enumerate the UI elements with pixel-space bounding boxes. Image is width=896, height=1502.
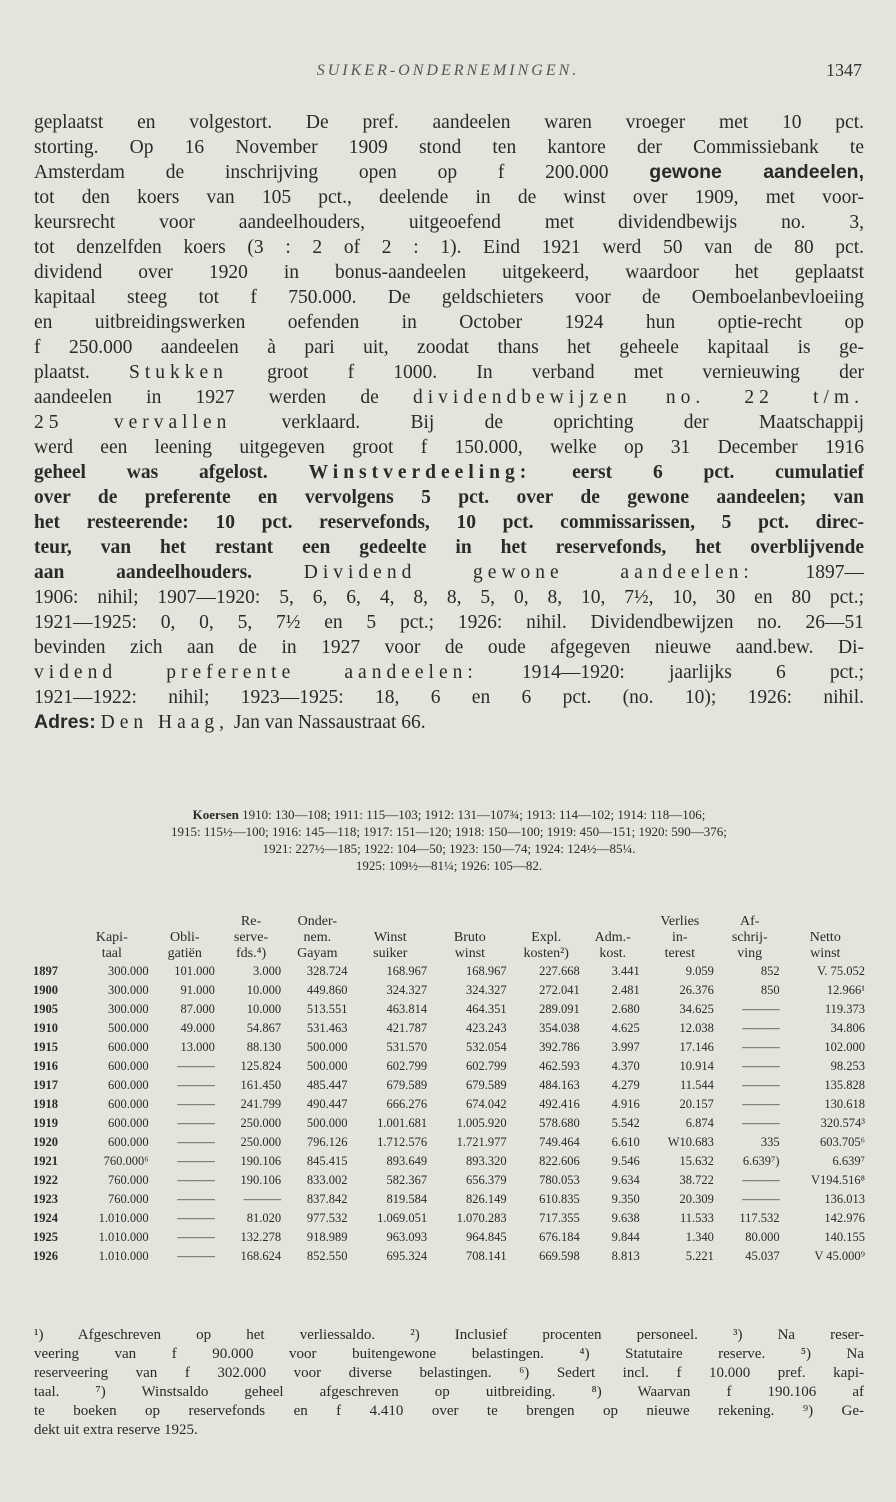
table-cell: 354.038: [539, 1021, 580, 1035]
table-cell: ———: [177, 1192, 215, 1206]
year-cell: 1910: [33, 1021, 58, 1035]
table-cell: 485.447: [306, 1078, 348, 1092]
address-street: Jan van Nassaustraat 66.: [233, 712, 426, 733]
table-cell: 130.618: [824, 1097, 865, 1111]
table-cell: 272.041: [539, 983, 580, 997]
table-cell: 20.157: [679, 1097, 714, 1111]
text-line: tot den koers van 105 pct., deelende in de winst over 1909, met voor-: [34, 187, 864, 208]
text-line: 1906: nihil; 1907—1920: 5, 6, 6, 4, 8, 8, 5, 0, 8, 10, 7½, 10, 30 en 80 pct.;: [34, 587, 864, 608]
table-cell: W10.683: [667, 1135, 714, 1149]
table-cell: 190.106: [240, 1173, 282, 1187]
table-cell: 600.000: [107, 1116, 149, 1130]
year-cell: 1920: [33, 1135, 58, 1149]
table-cell: 119.373: [824, 1002, 865, 1016]
table-cell: 964.845: [466, 1230, 507, 1244]
table-cell: 852: [760, 964, 780, 978]
table-cell: 1.070.283: [456, 1211, 507, 1225]
table-cell: ———: [177, 1173, 215, 1187]
column-header: Re- serve- fds.⁴): [233, 914, 269, 961]
table-cell: 15.632: [679, 1154, 714, 1168]
table-cell: 102.000: [824, 1040, 865, 1054]
year-cell: 1917: [33, 1078, 58, 1092]
table-row: [30, 1095, 868, 1114]
table-cell: 532.054: [466, 1040, 507, 1054]
table-cell: 142.976: [824, 1211, 865, 1225]
table-row: [30, 1190, 868, 1209]
column-header: Af- schrij- ving: [731, 914, 768, 961]
table-cell: 1.010.000: [98, 1249, 149, 1263]
table-cell: 9.634: [611, 1173, 640, 1187]
text-line: f 250.000 aandeelen à pari uit, zoodat thans het geheele kapitaal is ge-: [34, 337, 864, 358]
table-cell: 6.639⁷): [742, 1154, 780, 1168]
table-cell: 91.000: [180, 983, 215, 997]
table-cell: ———: [742, 1116, 780, 1130]
table-cell: 49.000: [180, 1021, 215, 1035]
table-cell: 4.625: [611, 1021, 640, 1035]
table-cell: ———: [742, 1192, 780, 1206]
table-cell: 602.799: [466, 1059, 507, 1073]
table-cell: 392.786: [539, 1040, 580, 1054]
table-cell: 602.799: [386, 1059, 428, 1073]
year-cell: 1900: [33, 983, 58, 997]
table-cell: 11.533: [680, 1211, 714, 1225]
table-body: [30, 962, 868, 1266]
table-cell: 3.997: [611, 1040, 640, 1054]
table-cell: 135.828: [824, 1078, 865, 1092]
spaced-term: Winstverdeeling:: [308, 462, 532, 483]
table-cell: 676.184: [539, 1230, 580, 1244]
table-cell: ———: [177, 1154, 215, 1168]
table-row: [30, 1133, 868, 1152]
table-cell: 656.379: [466, 1173, 507, 1187]
column-header: [30, 914, 72, 962]
table-cell: 679.589: [386, 1078, 428, 1092]
text-line: bevinden zich aan de in 1927 voor de oude afgegeven nieuwe aand.bew. Di-: [34, 637, 864, 658]
table-cell: ———: [177, 1230, 215, 1244]
table-cell: 600.000: [107, 1040, 149, 1054]
column-header: Netto winst: [809, 930, 841, 961]
table-cell: 335: [760, 1135, 780, 1149]
table-cell: 324.327: [466, 983, 507, 997]
table-row: [30, 1171, 868, 1190]
table-cell: 117.532: [739, 1211, 780, 1225]
spaced-term: vervallen: [113, 412, 232, 433]
quotes-line: Koersen 1910: 130—108; 1911: 115—103; 1912: 131—107¾; 1913: 114—102; 1914: 118—106;: [192, 807, 706, 822]
table-cell: 8.813: [611, 1249, 640, 1263]
table-cell: 462.593: [539, 1059, 580, 1073]
text-line: geheel was afgelost. Winstverdeeling: eerst 6 pct. cumulatief: [34, 462, 864, 483]
table-cell: 500.000: [306, 1116, 348, 1130]
table-cell: 11.544: [680, 1078, 714, 1092]
text-line: geplaatst en volgestort. De pref. aandeelen waren vroeger met 10 pct.: [34, 112, 864, 133]
table-cell: 819.584: [386, 1192, 428, 1206]
year-cell: 1923: [33, 1192, 58, 1206]
table-cell: 600.000: [107, 1097, 149, 1111]
table-cell: 9.350: [611, 1192, 640, 1206]
price-quotes: [34, 806, 864, 874]
text-line: tot denzelfden koers (3 : 2 of 2 : 1). Eind 1921 werd 50 van de 80 pct.: [34, 237, 864, 258]
table-cell: 34.806: [830, 1021, 865, 1035]
table-cell: 9.546: [611, 1154, 640, 1168]
table-cell: 80.000: [745, 1230, 780, 1244]
table-cell: ———: [742, 1040, 780, 1054]
text-line: kapitaal steeg tot f 750.000. De geldschieters voor de Oemboelanbevloeiing: [34, 287, 864, 308]
table-cell: 717.355: [539, 1211, 580, 1225]
table-cell: 3.441: [611, 964, 640, 978]
table-cell: 600.000: [107, 1078, 149, 1092]
table-cell: 6.874: [685, 1116, 714, 1130]
table-cell: 168.624: [240, 1249, 282, 1263]
table-cell: 10.000: [246, 983, 282, 997]
table-cell: 4.916: [611, 1097, 640, 1111]
table-row: [30, 1000, 868, 1019]
address-line: [34, 710, 864, 735]
table-cell: 98.253: [830, 1059, 865, 1073]
text-line: teur, van het restant een gedeelte in het reservefonds, het overblijvende: [34, 537, 864, 558]
table-cell: 852.550: [306, 1249, 348, 1263]
table-cell: 492.416: [539, 1097, 580, 1111]
table-cell: 300.000: [107, 983, 149, 997]
year-cell: 1916: [33, 1059, 58, 1073]
table-cell: ———: [177, 1078, 215, 1092]
table-cell: 241.799: [240, 1097, 282, 1111]
table-cell: ———: [177, 1116, 215, 1130]
table-cell: 666.276: [386, 1097, 428, 1111]
spaced-term: vidend preferente aandeelen:: [34, 662, 478, 683]
quotes-line: 1915: 115½—100; 1916: 145—118; 1917: 151—120; 1918: 150—100; 1919: 450—151; 1920: 590—376;: [171, 824, 727, 839]
table-cell: 760.000: [107, 1173, 149, 1187]
text-line: werd een leening uitgegeven groot f 150.000, welke op 31 December 1916: [34, 437, 864, 458]
table-cell: ———: [177, 1059, 215, 1073]
table-cell: 490.447: [306, 1097, 348, 1111]
text-line: keursrecht voor aandeelhouders, uitgeoefend met dividendbewijs no. 3,: [34, 212, 864, 233]
footnote-line: reserveering van f 302.000 voor diverse belastingen. ⁶) Sedert incl. f 10.000 pref. kapi-: [34, 1365, 864, 1381]
year-cell: 1924: [33, 1211, 58, 1225]
table-cell: 464.351: [466, 1002, 507, 1016]
table-cell: ———: [742, 1078, 780, 1092]
table-cell: 9.059: [685, 964, 714, 978]
table-cell: 1.712.576: [377, 1135, 428, 1149]
table-cell: 463.814: [386, 1002, 428, 1016]
table-cell: 10.914: [679, 1059, 714, 1073]
text-line: 25 vervallen verklaard. Bij de oprichting der Maatschappij: [34, 412, 864, 433]
year-cell: 1919: [33, 1116, 58, 1130]
table-cell: 963.093: [386, 1230, 428, 1244]
table-cell: 289.091: [539, 1002, 580, 1016]
column-header: Winst suiker: [373, 930, 408, 961]
table-cell: 6.610: [611, 1135, 640, 1149]
table-cell: 34.625: [679, 1002, 714, 1016]
column-header: Expl. kosten²): [523, 930, 569, 961]
text-line: plaatst. Stukken groot f 1000. In verband met vernieuwing der: [34, 362, 864, 383]
table-cell: ———: [742, 1002, 780, 1016]
table-cell: ———: [742, 1097, 780, 1111]
page-number: 1347: [826, 60, 862, 80]
year-cell: 1915: [33, 1040, 58, 1054]
table-cell: 760.000: [107, 1192, 149, 1206]
table-cell: V 45.000⁹: [814, 1249, 865, 1263]
table-cell: 760.000⁶: [103, 1154, 149, 1168]
table-cell: 161.450: [240, 1078, 282, 1092]
table-cell: 1.721.977: [456, 1135, 507, 1149]
table-header-row: [30, 914, 868, 962]
text-line: storting. Op 16 November 1909 stond ten kantore der Commissiebank te: [34, 137, 864, 158]
table-cell: 101.000: [174, 964, 215, 978]
table-cell: 250.000: [240, 1116, 282, 1130]
address-label: Adres:: [34, 711, 96, 733]
table-cell: 190.106: [240, 1154, 282, 1168]
table-cell: 168.967: [386, 964, 428, 978]
table-cell: 250.000: [240, 1135, 282, 1149]
table-cell: 10.000: [246, 1002, 282, 1016]
table-cell: 1.069.051: [377, 1211, 428, 1225]
spaced-term: Stukken: [129, 362, 228, 383]
table-cell: 484.163: [539, 1078, 580, 1092]
table-cell: 893.649: [386, 1154, 428, 1168]
year-cell: 1897: [33, 964, 58, 978]
table-cell: ———: [742, 1059, 780, 1073]
table-cell: 679.589: [466, 1078, 507, 1092]
table-cell: 531.570: [386, 1040, 428, 1054]
table-cell: ———: [177, 1249, 215, 1263]
table-row: [30, 1019, 868, 1038]
text-line: dividend over 1920 in bonus-aandeelen uitgekeerd, waardoor het geplaatst: [34, 262, 864, 283]
column-header: Adm.- kost.: [594, 930, 631, 961]
table-cell: 423.243: [466, 1021, 507, 1035]
year-cell: 1926: [33, 1249, 58, 1263]
footnotes: [34, 1326, 864, 1440]
table-cell: 5.221: [685, 1249, 714, 1263]
table-cell: 136.013: [824, 1192, 865, 1206]
table-cell: 87.000: [180, 1002, 215, 1016]
year-cell: 1918: [33, 1097, 58, 1111]
table-cell: 845.415: [306, 1154, 348, 1168]
table-cell: 780.053: [539, 1173, 580, 1187]
table-cell: V. 75.052: [816, 964, 865, 978]
table-cell: 2.680: [611, 1002, 640, 1016]
table-cell: 20.309: [679, 1192, 714, 1206]
table-cell: 125.824: [240, 1059, 282, 1073]
table-row: [30, 1038, 868, 1057]
footnote-line: dekt uit extra reserve 1925.: [34, 1422, 198, 1438]
table-cell: 88.130: [246, 1040, 282, 1054]
table-cell: 500.000: [107, 1021, 149, 1035]
table-cell: 1.340: [685, 1230, 714, 1244]
table-cell: V194.516⁸: [810, 1173, 865, 1187]
table-cell: 12.038: [679, 1021, 714, 1035]
column-header: Kapi- taal: [95, 930, 128, 961]
table-cell: 582.367: [386, 1173, 428, 1187]
year-cell: 1921: [33, 1154, 58, 1168]
table-cell: 669.598: [539, 1249, 580, 1263]
table-cell: 796.126: [306, 1135, 348, 1149]
table-row: [30, 1228, 868, 1247]
quotes-line: 1921: 227½—185; 1922: 104—50; 1923: 150—74; 1924: 124½—85¼.: [262, 841, 636, 856]
table-row: [30, 1114, 868, 1133]
text-line: 1921—1922: nihil; 1923—1925: 18, 6 en 6 pct. (no. 10); 1926: nihil.: [34, 687, 864, 708]
table-row: [30, 1076, 868, 1095]
table-cell: 132.278: [240, 1230, 282, 1244]
text-line: aan aandeelhouders. Dividend gewone aandeelen: 1897—: [34, 562, 864, 583]
text-line: 1921—1925: 0, 0, 5, 7½ en 5 pct.; 1926: nihil. Dividendbewijzen no. 26—51: [34, 612, 864, 633]
text-line: en uitbreidingswerken oefenden in October 1924 hun optie-recht op: [34, 312, 864, 333]
table-cell: 3.000: [253, 964, 282, 978]
body-text: [34, 110, 864, 735]
table-cell: 600.000: [107, 1135, 149, 1149]
table-cell: 17.146: [679, 1040, 714, 1054]
table-cell: 38.722: [679, 1173, 714, 1187]
table-cell: 300.000: [107, 1002, 149, 1016]
spaced-term: dividendbewijzen: [412, 387, 632, 408]
column-header: Verlies in- terest: [660, 914, 700, 961]
table-cell: 5.542: [611, 1116, 640, 1130]
financial-table: [30, 914, 868, 1266]
text-line: Amsterdam de inschrijving open op f 200.000 gewone aandeelen,: [34, 161, 864, 183]
column-header: Bruto winst: [453, 930, 486, 961]
table-cell: 4.370: [611, 1059, 640, 1073]
table-cell: 1.005.920: [456, 1116, 507, 1130]
table-cell: 421.787: [386, 1021, 428, 1035]
table-row: [30, 1152, 868, 1171]
table-cell: 12.966¹: [826, 983, 865, 997]
table-cell: 826.149: [466, 1192, 507, 1206]
footnote-line: ¹) Afgeschreven op het verliessaldo. ²) Inclusief procenten personeel. ³) Na reser-: [34, 1327, 864, 1343]
column-header: Obli- gatiën: [167, 930, 202, 961]
year-cell: 1905: [33, 1002, 58, 1016]
table-cell: 695.324: [386, 1249, 428, 1263]
text-line: over de preferente en vervolgens 5 pct. over de gewone aandeelen; van: [34, 487, 864, 508]
table-cell: ———: [177, 1135, 215, 1149]
address-city: Den Haag,: [100, 712, 230, 733]
table-cell: 1.010.000: [98, 1230, 149, 1244]
table-cell: 610.835: [539, 1192, 580, 1206]
table-cell: 168.967: [466, 964, 507, 978]
text-line: vidend preferente aandeelen: 1914—1920: jaarlijks 6 pct.;: [34, 662, 864, 683]
footnote-line: veering van f 90.000 voor buitengewone belastingen. ⁴) Statutaire reserve. ⁵) Na: [34, 1346, 864, 1362]
quotes-label: Koersen: [192, 807, 239, 822]
table-cell: 26.376: [679, 983, 714, 997]
table-cell: 531.463: [306, 1021, 348, 1035]
table-cell: 4.279: [611, 1078, 640, 1092]
quotes-line: 1925: 109½—81¼; 1926: 105—82.: [355, 858, 543, 873]
table-row: [30, 962, 868, 981]
table-cell: 2.481: [611, 983, 640, 997]
table-cell: 500.000: [306, 1040, 348, 1054]
table-cell: 449.860: [306, 983, 348, 997]
table-cell: 893.320: [466, 1154, 507, 1168]
table-cell: 600.000: [107, 1059, 149, 1073]
table-cell: 837.842: [306, 1192, 348, 1206]
table-row: [30, 1209, 868, 1228]
table-row: [30, 981, 868, 1000]
footnote-line: taal. ⁷) Winstsaldo geheel afgeschreven op uitbreiding. ⁸) Waarvan f 190.106 af: [34, 1384, 864, 1400]
text-line: het resteerende: 10 pct. reservefonds, 10 pct. commissarissen, 5 pct. direc-: [34, 512, 864, 533]
table-cell: 822.606: [539, 1154, 580, 1168]
table-cell: ———: [742, 1173, 780, 1187]
table-cell: 6.639⁷: [832, 1154, 865, 1168]
year-cell: 1922: [33, 1173, 58, 1187]
table-cell: 977.532: [306, 1211, 348, 1225]
table-cell: 918.989: [306, 1230, 348, 1244]
table-cell: 9.638: [611, 1211, 640, 1225]
table-cell: ———: [177, 1211, 215, 1225]
year-cell: 1925: [33, 1230, 58, 1244]
table-cell: 328.724: [306, 964, 348, 978]
table-cell: 9.844: [611, 1230, 640, 1244]
footnote-line: te boeken op reservefonds en f 4.410 over te brengen op nieuwe rekening. ⁹) Ge-: [34, 1403, 864, 1419]
table-cell: 81.020: [246, 1211, 282, 1225]
table-cell: 749.464: [539, 1135, 580, 1149]
table-row: [30, 1057, 868, 1076]
running-head: SUIKER-ONDERNEMINGEN.: [316, 62, 580, 79]
table-cell: ———: [742, 1021, 780, 1035]
spaced-term: Dividend gewone aandeelen:: [303, 562, 754, 583]
table-cell: 140.155: [824, 1230, 865, 1244]
table-cell: 500.000: [306, 1059, 348, 1073]
table-cell: 300.000: [107, 964, 149, 978]
emphasis-text: gewone aandeelen,: [649, 161, 864, 183]
table-cell: 54.867: [246, 1021, 282, 1035]
table-cell: 45.037: [745, 1249, 780, 1263]
table-cell: 850: [760, 983, 780, 997]
table-cell: 833.002: [306, 1173, 348, 1187]
table-cell: 674.042: [466, 1097, 507, 1111]
table-cell: 1.001.681: [377, 1116, 428, 1130]
text-line: aandeelen in 1927 werden de dividendbewijzen no. 22 t/m.: [34, 387, 864, 408]
table-cell: 513.551: [306, 1002, 348, 1016]
table-cell: 227.668: [539, 964, 580, 978]
table-cell: 320.574³: [820, 1116, 865, 1130]
table-cell: 708.141: [466, 1249, 507, 1263]
table-cell: ———: [177, 1097, 215, 1111]
table-cell: 324.327: [386, 983, 428, 997]
table-row: [30, 1247, 868, 1266]
table-cell: 1.010.000: [98, 1211, 149, 1225]
column-header: Onder- nem. Gayam: [297, 914, 338, 961]
table-cell: ———: [243, 1192, 282, 1206]
table-cell: 13.000: [180, 1040, 215, 1054]
table-cell: 578.680: [539, 1116, 580, 1130]
table-cell: 603.705⁶: [820, 1135, 865, 1149]
